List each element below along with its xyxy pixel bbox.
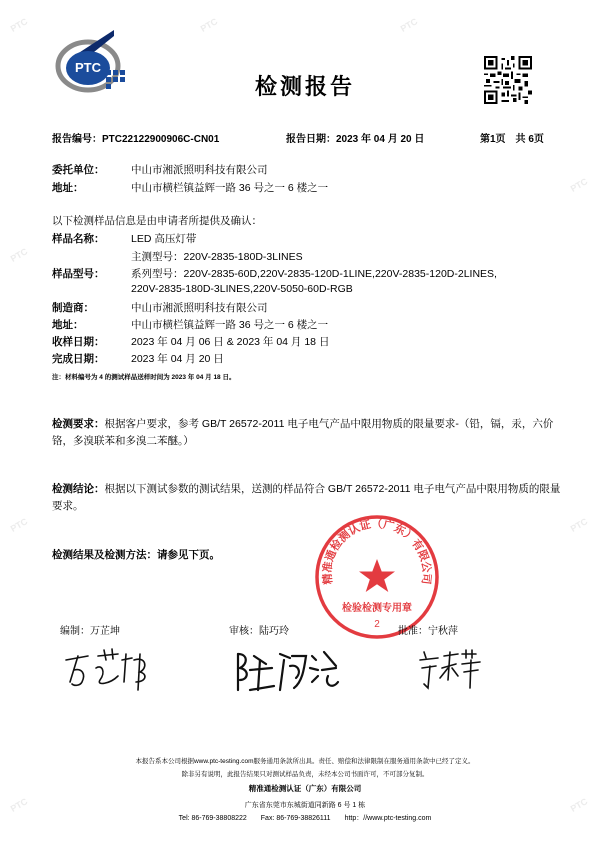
seal-number: 2: [374, 619, 380, 630]
footer-disclaimer-2: 除非另有说明，此报告结果只对测试样品负责，未经本公司书面许可，不可部分复制。: [181, 771, 429, 778]
approver-label: 批准：宁秋萍: [398, 626, 458, 637]
maker-label: 制造商：: [52, 302, 94, 314]
reviewer-signature: [232, 646, 342, 696]
client-address-value: 中山市横栏镇益辉一路 36 号之一 6 楼之一: [131, 182, 329, 194]
complete-date-label: 完成日期：: [52, 353, 105, 365]
client-value: 中山市湘派照明科技有限公司: [131, 164, 268, 176]
footer-company: 精准通检测认证（广东）有限公司: [248, 784, 362, 793]
maker-address-label: 地址：: [52, 319, 84, 331]
series-model-line2: 220V-2835-180D-3LINES,220V-5050-60D-RGB: [131, 283, 353, 295]
conclusion-text: 根据以下测试参数的测试结果，送测的样品符合 GB/T 26572-2011 电子电气产品中限用物质的限量要求。: [52, 483, 561, 512]
qr-code[interactable]: [484, 56, 532, 104]
seal-arc-text: 精准通检测认证（广东）有限公司: [320, 517, 434, 586]
approver-signature: [418, 646, 494, 696]
requirement-paragraph: [52, 416, 562, 450]
requirement-text: 根据客户要求，参考 GB/T 26572-2011 电子电气产品中限用物质的限量要求-（铅，镉，汞，六价铬，多溴联苯和多溴二苯醚。）: [52, 418, 554, 447]
series-model-line1: 系列型号：220V-2835-60D,220V-2835-120D-1LINE,220V-2835-120D-2LINES,: [131, 268, 497, 280]
seal-bottom-text: 检验检测专用章: [342, 603, 412, 614]
report-date: 报告日期：2023 年 04 月 20 日: [286, 134, 425, 145]
footer-disclaimer-1: 本报告系本公司根据www.ptc-testing.com服务通用条款所出具。责任、赔偿和法律限制在服务通用条款中已经了定义。: [135, 758, 475, 765]
watermark: PTC: [568, 516, 590, 534]
watermark: PTC: [568, 796, 590, 814]
watermark: PTC: [568, 176, 590, 194]
sample-model-label: 样品型号：: [52, 268, 105, 280]
footer-contact[interactable]: Tel: 86-769-38808222 Fax: 86-769-38826111 http：//www.ptc-testing.com: [178, 815, 432, 822]
receive-date-label: 收样日期：: [52, 336, 105, 348]
complete-date-value: 2023 年 04 月 20 日: [131, 353, 224, 365]
report-title: 检测报告: [254, 75, 355, 100]
sample-note: 注：材料编号为 4 的测试样品送样时间为 2023 年 04 月 18 日。: [52, 374, 236, 381]
sample-name-label: 样品名称：: [52, 233, 105, 245]
sample-name-value: LED 高压灯带: [131, 233, 197, 245]
receive-date-value: 2023 年 04 月 06 日 & 2023 年 04 月 18 日: [131, 336, 330, 348]
watermark: PTC: [8, 796, 30, 814]
requirement-label: 检测要求：: [52, 418, 105, 430]
client-label: 委托单位：: [52, 164, 105, 176]
maker-address-value: 中山市横栏镇益辉一路 36 号之一 6 楼之一: [131, 319, 329, 331]
conclusion-paragraph: [52, 481, 562, 515]
main-model: 主测型号：220V-2835-180D-3LINES: [131, 251, 303, 263]
watermark: PTC: [8, 246, 30, 264]
footer-address: 广东省东莞市东城街道同新路 6 号 1 栋: [244, 802, 366, 809]
editor-signature: [62, 646, 154, 696]
report-number: 报告编号：PTC22122900906C-CN01: [52, 134, 220, 145]
client-address-label: 地址：: [52, 182, 84, 194]
results-reference: 检测结果及检测方法：请参见下页。: [52, 549, 220, 561]
conclusion-label: 检测结论：: [52, 483, 105, 495]
watermark: PTC: [8, 16, 30, 34]
editor-label: 编制：万芷坤: [60, 626, 120, 637]
maker-value: 中山市湘派照明科技有限公司: [131, 302, 268, 314]
watermark: PTC: [198, 16, 220, 34]
watermark: PTC: [398, 16, 420, 34]
star-icon: [359, 559, 395, 592]
reviewer-label: 审核：陆巧玲: [229, 626, 289, 637]
page-info: 第1页 共 6页: [480, 134, 544, 145]
sample-intro: 以下检测样品信息是由申请者所提供及确认：: [52, 215, 262, 227]
logo-text: PTC: [75, 60, 101, 75]
watermark: PTC: [8, 516, 30, 534]
